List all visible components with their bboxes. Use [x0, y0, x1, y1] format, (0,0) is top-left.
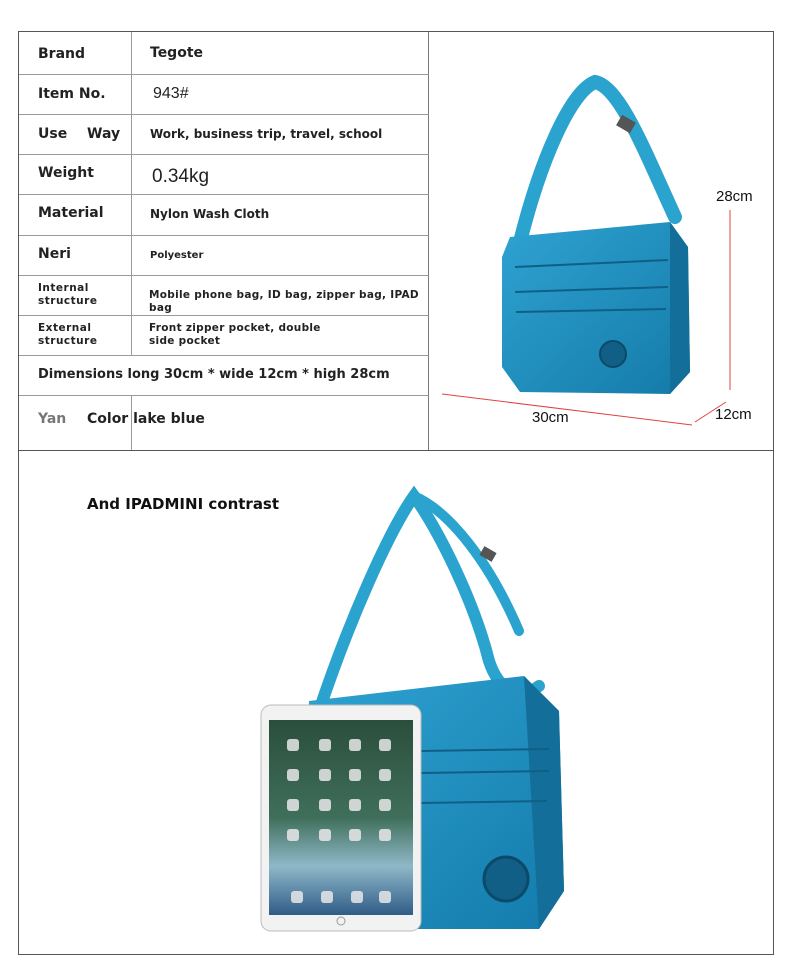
spec-row-external: [19, 316, 429, 356]
way-label: Way: [87, 126, 121, 142]
spec-row-color: [19, 396, 429, 450]
dimensions-text: Dimensions long 30cm * wide 12cm * high 28cm: [38, 367, 390, 382]
neri-label: Neri: [38, 246, 71, 262]
material-value: Nylon Wash Cloth: [150, 207, 270, 221]
brand-label: Brand: [38, 46, 86, 62]
spec-row-neri: [19, 236, 429, 276]
spec-row-brand: [19, 32, 429, 75]
width-label: 12cm: [715, 406, 752, 423]
external-label-b: structure: [38, 335, 98, 347]
internal-label-b: structure: [38, 295, 98, 307]
spec-row-internal: [19, 276, 429, 316]
weight-value: 0.34kg: [152, 166, 210, 187]
weight-label: Weight: [38, 165, 94, 181]
internal-label-a: Internal: [38, 282, 89, 294]
use-label: Use: [38, 126, 68, 142]
spec-row-material: [19, 195, 429, 236]
item-no-value: 943#: [153, 85, 189, 102]
ipad-contrast-image: [19, 451, 773, 954]
internal-value: Mobile phone bag, ID bag, zipper bag, IPAD bag: [149, 289, 419, 314]
neri-value: Polyester: [150, 250, 204, 261]
length-label: 30cm: [532, 409, 569, 426]
bag-dimensions-image: [430, 32, 773, 450]
external-label-a: External: [38, 322, 92, 334]
external-value-b: side pocket: [149, 335, 221, 347]
contrast-title: And IPADMINI contrast: [87, 495, 280, 513]
spec-row-use-way: [19, 115, 429, 155]
height-label: 28cm: [716, 188, 753, 205]
item-no-label: Item No.: [38, 86, 106, 102]
external-value-a: Front zipper pocket, double: [149, 322, 321, 334]
color-label: Yan: [38, 411, 67, 427]
use-way-value: Work, business trip, travel, school: [150, 127, 383, 141]
spec-row-weight: [19, 155, 429, 195]
color-value: Color lake blue: [87, 411, 205, 427]
material-label: Material: [38, 205, 104, 221]
spec-row-item-no: [19, 75, 429, 115]
brand-value: Tegote: [150, 45, 204, 61]
spec-row-dimensions: [19, 356, 429, 396]
